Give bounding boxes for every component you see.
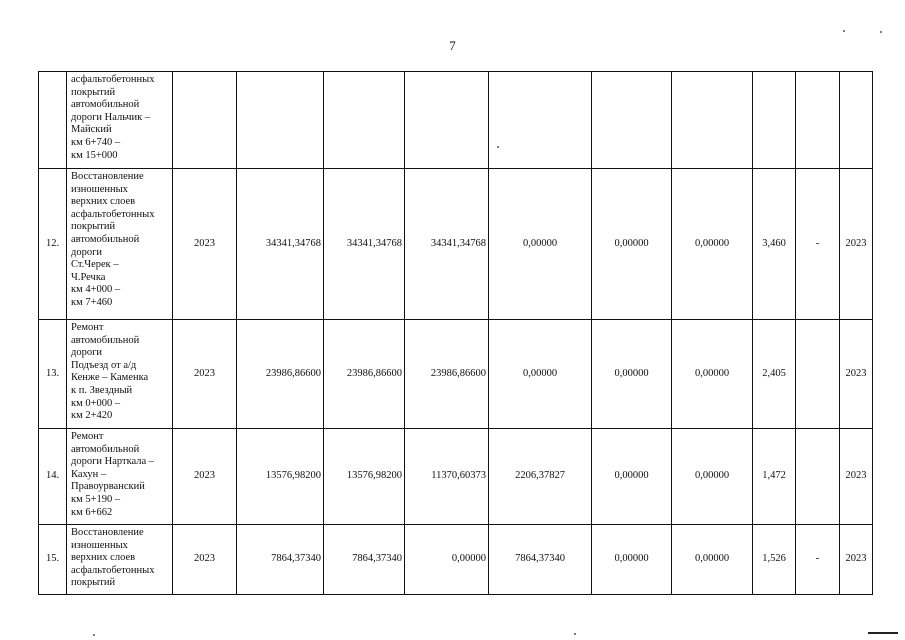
scan-dash-mark: [868, 632, 898, 634]
start-year-cell: 2023: [173, 429, 237, 525]
estimated-cost-cell: 23986,86600: [324, 320, 405, 429]
length-km-cell: [753, 72, 796, 169]
regional-funds-cell: 2206,37827: [489, 429, 592, 525]
description-line: Майский: [71, 124, 112, 136]
table-row: [39, 429, 873, 525]
mark-cell: -: [796, 525, 840, 595]
table-body: [39, 72, 873, 595]
description-line: изношенных: [71, 183, 128, 195]
description-line: покрытий: [71, 86, 116, 98]
description-line: км 6+740 –: [71, 136, 121, 148]
other-funds-cell: 0,00000: [672, 169, 753, 320]
description-line: км 2+420: [71, 410, 113, 422]
municipal-funds-cell: [592, 72, 672, 169]
description-line: асфальтобетонных: [71, 564, 155, 576]
regional-funds-cell: 7864,37340: [489, 525, 592, 595]
total-cost-cell: 34341,34768: [237, 169, 324, 320]
description-line: автомобильной: [71, 443, 140, 455]
mark-cell: -: [796, 169, 840, 320]
federal-funds-cell: [405, 72, 489, 169]
municipal-funds-cell: 0,00000: [592, 320, 672, 429]
scan-speck: [574, 633, 576, 635]
description-line: Ремонт: [71, 322, 104, 333]
completion-year-cell: 2023: [840, 169, 873, 320]
mark-cell: [796, 320, 840, 429]
total-cost-cell: [237, 72, 324, 169]
description-line: верхних слоев: [71, 552, 136, 564]
description-cell: [67, 72, 173, 169]
table-row: [39, 320, 873, 429]
description-line: асфальтобетонных: [71, 74, 155, 85]
description-line: км 0+000 –: [71, 397, 121, 409]
estimated-cost-cell: 13576,98200: [324, 429, 405, 525]
municipal-funds-cell: 0,00000: [592, 429, 672, 525]
description-line: Кенже – Каменка: [71, 372, 149, 384]
description-line: верхних слоев: [71, 196, 136, 208]
description-line: Ч.Речка: [71, 271, 106, 283]
description-cell: [67, 525, 173, 595]
description-cell: [67, 429, 173, 525]
estimated-cost-cell: 34341,34768: [324, 169, 405, 320]
mark-cell: [796, 429, 840, 525]
description-line: изношенных: [71, 539, 128, 551]
description-cell: [67, 320, 173, 429]
page-number: 7: [449, 38, 456, 53]
row-number-cell: 15.: [39, 525, 67, 595]
description-line: Восстановление: [71, 171, 144, 182]
total-cost-cell: 13576,98200: [237, 429, 324, 525]
description-line: Восстановление: [71, 527, 144, 538]
description-line: км 6+662: [71, 506, 113, 518]
length-km-cell: 3,460: [753, 169, 796, 320]
scan-speck: [843, 30, 845, 32]
scan-speck: [880, 31, 882, 33]
start-year-cell: 2023: [173, 320, 237, 429]
description-line: автомобильной: [71, 233, 140, 245]
completion-year-cell: 2023: [840, 320, 873, 429]
table-row: [39, 525, 873, 595]
row-number-cell: 14.: [39, 429, 67, 525]
length-km-cell: 1,472: [753, 429, 796, 525]
completion-year-cell: 2023: [840, 429, 873, 525]
federal-funds-cell: 23986,86600: [405, 320, 489, 429]
scan-speck: [497, 146, 499, 148]
completion-year-cell: [840, 72, 873, 169]
row-number-cell: 12.: [39, 169, 67, 320]
federal-funds-cell: 34341,34768: [405, 169, 489, 320]
description-line: покрытий: [71, 577, 116, 589]
municipal-funds-cell: 0,00000: [592, 525, 672, 595]
municipal-funds-cell: 0,00000: [592, 169, 672, 320]
description-line: км 7+460: [71, 296, 113, 308]
description-line: дороги: [71, 246, 103, 258]
table-row: [39, 72, 873, 169]
other-funds-cell: 0,00000: [672, 429, 753, 525]
completion-year-cell: 2023: [840, 525, 873, 595]
scan-speck: [93, 634, 95, 636]
total-cost-cell: 23986,86600: [237, 320, 324, 429]
description-line: дороги Нарткала –: [71, 456, 155, 468]
row-number-cell: 13.: [39, 320, 67, 429]
description-line: Ремонт: [71, 431, 104, 442]
mark-cell: [796, 72, 840, 169]
description-line: дороги: [71, 347, 103, 359]
description-line: к п. Звездный: [71, 384, 133, 396]
description-line: км 4+000 –: [71, 284, 121, 296]
start-year-cell: 2023: [173, 525, 237, 595]
regional-funds-cell: 0,00000: [489, 169, 592, 320]
description-line: Кахун –: [71, 468, 107, 480]
table-row: [39, 169, 873, 320]
description-line: Подъезд от а/д: [71, 359, 137, 371]
description-cell: [67, 169, 173, 320]
length-km-cell: 1,526: [753, 525, 796, 595]
other-funds-cell: [672, 72, 753, 169]
description-line: км 5+190 –: [71, 493, 121, 505]
description-line: дороги Нальчик –: [71, 111, 151, 123]
regional-funds-cell: [489, 72, 592, 169]
description-line: Правоурванский: [71, 481, 145, 493]
federal-funds-cell: 0,00000: [405, 525, 489, 595]
description-line: км 15+000: [71, 149, 118, 161]
regional-funds-cell: 0,00000: [489, 320, 592, 429]
start-year-cell: 2023: [173, 169, 237, 320]
description-line: автомобильной: [71, 334, 140, 346]
federal-funds-cell: 11370,60373: [405, 429, 489, 525]
total-cost-cell: 7864,37340: [237, 525, 324, 595]
start-year-cell: [173, 72, 237, 169]
description-line: автомобильной: [71, 99, 140, 111]
description-line: асфальтобетонных: [71, 208, 155, 220]
row-number-cell: [39, 72, 67, 169]
length-km-cell: 2,405: [753, 320, 796, 429]
description-line: покрытий: [71, 221, 116, 233]
estimated-cost-cell: 7864,37340: [324, 525, 405, 595]
description-line: Ст.Черек –: [71, 259, 119, 271]
other-funds-cell: 0,00000: [672, 320, 753, 429]
other-funds-cell: 0,00000: [672, 525, 753, 595]
estimated-cost-cell: [324, 72, 405, 169]
works-table: [38, 71, 873, 595]
